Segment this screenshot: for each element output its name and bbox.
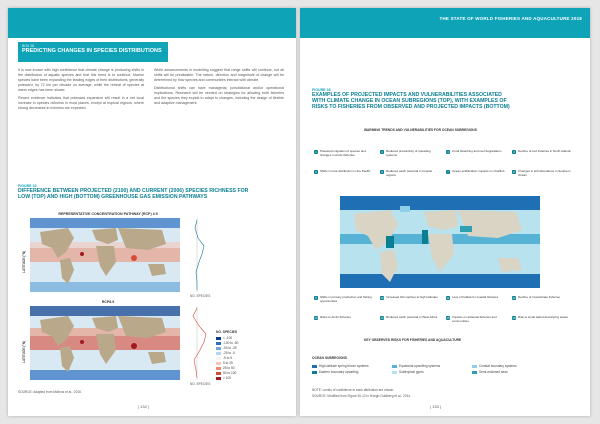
callout-text: Shifts in primary production and fishing opportunities (320, 295, 372, 303)
legend-item (216, 346, 237, 350)
callout-text: Impacts on artisanal fisheries and communities (452, 315, 497, 323)
callout-number: 4 (513, 150, 515, 154)
map-bottom-title: RCP8.5 (101, 300, 115, 304)
top-risk-bar: WARMING TRENDS AND VULNERABILITIES FOR OCEAN SUBREGIONS (364, 128, 477, 132)
callout-text: Reduced catch potential in tropical regions (386, 169, 432, 177)
species-richness-map-rcp45 (30, 218, 180, 292)
legend-item (216, 341, 238, 345)
callout-text: Poleward migration of species and changes in Arctic fisheries (320, 149, 366, 157)
figure-title: EXAMPLES OF PROJECTED IMPACTS AND VULNERABILITIES ASSOCIATED WITH CLIMATE CHANGE IN OCEAN SUBREGIONS (TOP), WITH EXAMPLES OF RISKS TO FISHERIES FROM OBSERVED AND PROJECTED IMPACTS (BOTTOM) (312, 92, 510, 110)
callout-number: 16 (512, 316, 516, 320)
callout-text: Reduced catch potential in West Africa (386, 315, 438, 319)
callout-item (314, 296, 376, 304)
callout-text: Ocean acidification impacts on shellfish (452, 169, 505, 173)
callout-text: Coral bleaching and reef degradation (452, 149, 502, 153)
callout-text: Decline of cod fisheries in North Atlantic (518, 149, 571, 153)
callout-number: 11 (446, 296, 450, 300)
paragraph: Distributional shifts can have managerial, jurisdictional and/or operational implications. Research will be needed on strategies for allowing both fisheries and the species they exploit to adapt to changes, including the design of flexible and adaptive management. (154, 86, 284, 105)
callout-item (380, 316, 442, 320)
legend-swatch (216, 342, 221, 345)
box-header (18, 42, 168, 62)
callout-number: 14 (380, 316, 384, 320)
legend-swatch (392, 365, 397, 368)
left-text-column-2 (154, 68, 284, 109)
ocean-subregions-map (340, 196, 540, 288)
callout-item (314, 170, 376, 174)
legend-label: Equatorial upwelling systems (399, 364, 441, 368)
legend-swatch (216, 367, 221, 370)
callout-number: 13 (314, 316, 318, 320)
paragraph: It is now known with high confidence that climate change is producing shifts in the distribution of aquatic species and that this trend is to continue. Marine species have been expanding the leading edges of their distributions, generally poleward, by 72 km per decade on average, while the retreat of species at warm edges has been slower. (18, 68, 144, 92)
callout-item (512, 316, 574, 320)
legend-swatch (472, 365, 477, 368)
figure-33-title-block (312, 88, 512, 110)
legend-swatch (472, 371, 477, 374)
legend-item (472, 370, 508, 374)
callout-number: 10 (380, 296, 384, 300)
legend-swatch (392, 371, 397, 374)
legend-label: -5 to 5 (223, 356, 233, 360)
legend-swatch (312, 371, 317, 374)
right-page (300, 8, 590, 416)
left-page (8, 8, 296, 416)
legend-label: Coastal boundary systems (479, 364, 517, 368)
legend-label: > 100 (223, 376, 232, 380)
legend-swatch (216, 362, 221, 365)
callout-text: Risk to small island developing states (518, 315, 568, 319)
callout-text: Decline of invertebrate fisheries (518, 295, 561, 299)
figure-label: FIGURE 33 (312, 88, 331, 92)
figure-title: DIFFERENCE BETWEEN PROJECTED (2100) AND CURRENT (2006) SPECIES RICHNESS FOR LOW (TOP) AND HIGH (BOTTOM) GREENHOUSE GAS EMISSION PATHWAYS (18, 188, 249, 200)
legend-title: NO. SPECIES (216, 330, 238, 334)
profile-xlabel-bottom: NO. SPECIES (190, 382, 211, 386)
page-number: | 132 | (138, 404, 149, 409)
running-header-left (8, 8, 296, 38)
callout-number: 5 (315, 170, 317, 174)
callout-number: 9 (315, 296, 317, 300)
map-top-title: REPRESENTATIVE CONCENTRATION PATHWAY (RCP) 4.5 (58, 212, 158, 216)
callout-number: 6 (381, 170, 383, 174)
callout-text: Increased fish catches at high latitudes (386, 295, 438, 299)
map-bottom-ylabel: LATITUDE (°N) (22, 340, 26, 363)
latitude-profile-bottom (186, 306, 208, 380)
map-top-ylabel: LATITUDE (°N) (22, 250, 26, 273)
legend-swatch (216, 337, 221, 340)
callout-item (512, 170, 574, 178)
figure-32-title-block (18, 184, 258, 200)
callout-item (446, 316, 508, 324)
box-title: PREDICTING CHANGES IN SPECIES DISTRIBUTIONS (22, 48, 162, 54)
paragraph: Recent evidence indicates that poleward expansion will result in a net local increase in species richness in most places, except at tropical regions, where strong decreases in richness are expected. (18, 96, 144, 110)
legend-swatch (312, 365, 317, 368)
legend-swatch (216, 357, 221, 360)
legend-item (472, 364, 517, 368)
callout-text: Shifts in tuna distribution in the Pacific (320, 169, 371, 173)
figure-source: SOURCE: Modified from Figure 30-12 in Hoegh-Guldberg et al., 2014. (312, 394, 412, 398)
callout-text: Risks to Arctic fisheries (320, 315, 351, 319)
legend-label: -100 to -50 (223, 341, 239, 345)
latitude-profile-top (186, 218, 208, 292)
callout-item (314, 316, 376, 320)
legend-label: -50 to -25 (223, 346, 237, 350)
callout-number: 15 (446, 316, 450, 320)
subregions-legend-title: OCEAN SUBREGIONS (312, 356, 347, 360)
left-text-column-1 (18, 68, 144, 114)
legend-item (392, 364, 440, 368)
legend-label: High-latitude spring bloom systems (319, 364, 369, 368)
legend-item (216, 366, 235, 370)
legend-label: Eastern boundary upwelling (319, 370, 359, 374)
callout-item (380, 150, 442, 158)
legend-item (216, 376, 231, 380)
legend-label: -25 to -5 (223, 351, 235, 355)
callout-number: 3 (447, 150, 449, 154)
legend-swatch (216, 377, 221, 380)
callout-number: 8 (513, 170, 515, 174)
legend-label: Semi-enclosed seas (479, 370, 508, 374)
legend-swatch (216, 372, 221, 375)
callout-number: 2 (381, 150, 383, 154)
legend-label: < -100 (223, 336, 233, 340)
legend-item (216, 361, 233, 365)
callout-item (446, 170, 508, 174)
legend-item (392, 370, 424, 374)
callout-text: Reduced productivity of upwelling systems (386, 149, 431, 157)
callout-item (380, 170, 442, 178)
legend-item (216, 336, 232, 340)
legend-item (312, 370, 358, 374)
running-header-right: THE STATE OF WORLD FISHERIES AND AQUACULTURE 2018 (300, 8, 590, 38)
figure-source: SOURCE: Adapted from Molinos et al., 2016. (18, 390, 82, 394)
page-number: | 133 | (430, 404, 441, 409)
callout-item (446, 150, 508, 154)
callout-item (512, 296, 574, 300)
callout-text: Loss of habitat for coastal fisheries (452, 295, 499, 299)
callout-number: 12 (512, 296, 516, 300)
legend-label: Subtropical gyres (399, 370, 424, 374)
figure-label: FIGURE 32 (18, 184, 37, 188)
legend-item (216, 356, 232, 360)
profile-xlabel-top: NO. SPECIES (190, 294, 211, 298)
legend-item (216, 371, 236, 375)
callout-number: 1 (315, 150, 317, 154)
legend-label: 5 to 25 (223, 361, 233, 365)
callout-number: 7 (447, 170, 449, 174)
legend-label: 25 to 50 (223, 366, 235, 370)
legend-item (312, 364, 369, 368)
bottom-risk-bar: KEY OBSERVED RISKS FOR FISHERIES AND AQUACULTURE (364, 338, 462, 342)
legend-label: 50 to 100 (223, 371, 237, 375)
callout-item (380, 296, 442, 300)
callout-item (446, 296, 508, 300)
callout-item (512, 150, 574, 154)
legend-swatch (216, 347, 221, 350)
box-tag: BOX 28 (22, 44, 35, 48)
figure-note: NOTE: Levels of confidence in each attribution are shown. (312, 388, 395, 392)
callout-text: Changes in krill abundance in Southern Ocean (518, 169, 571, 177)
legend-item (216, 351, 235, 355)
legend-swatch (216, 352, 221, 355)
callout-item (314, 150, 376, 158)
paragraph: While advancements in modelling suggest that range shifts will continue, not all shifts will be predictable. The nature, direction and magnitude of change will be determined by how species and communities interact with climate. (154, 68, 284, 82)
species-richness-map-rcp85 (30, 306, 180, 380)
